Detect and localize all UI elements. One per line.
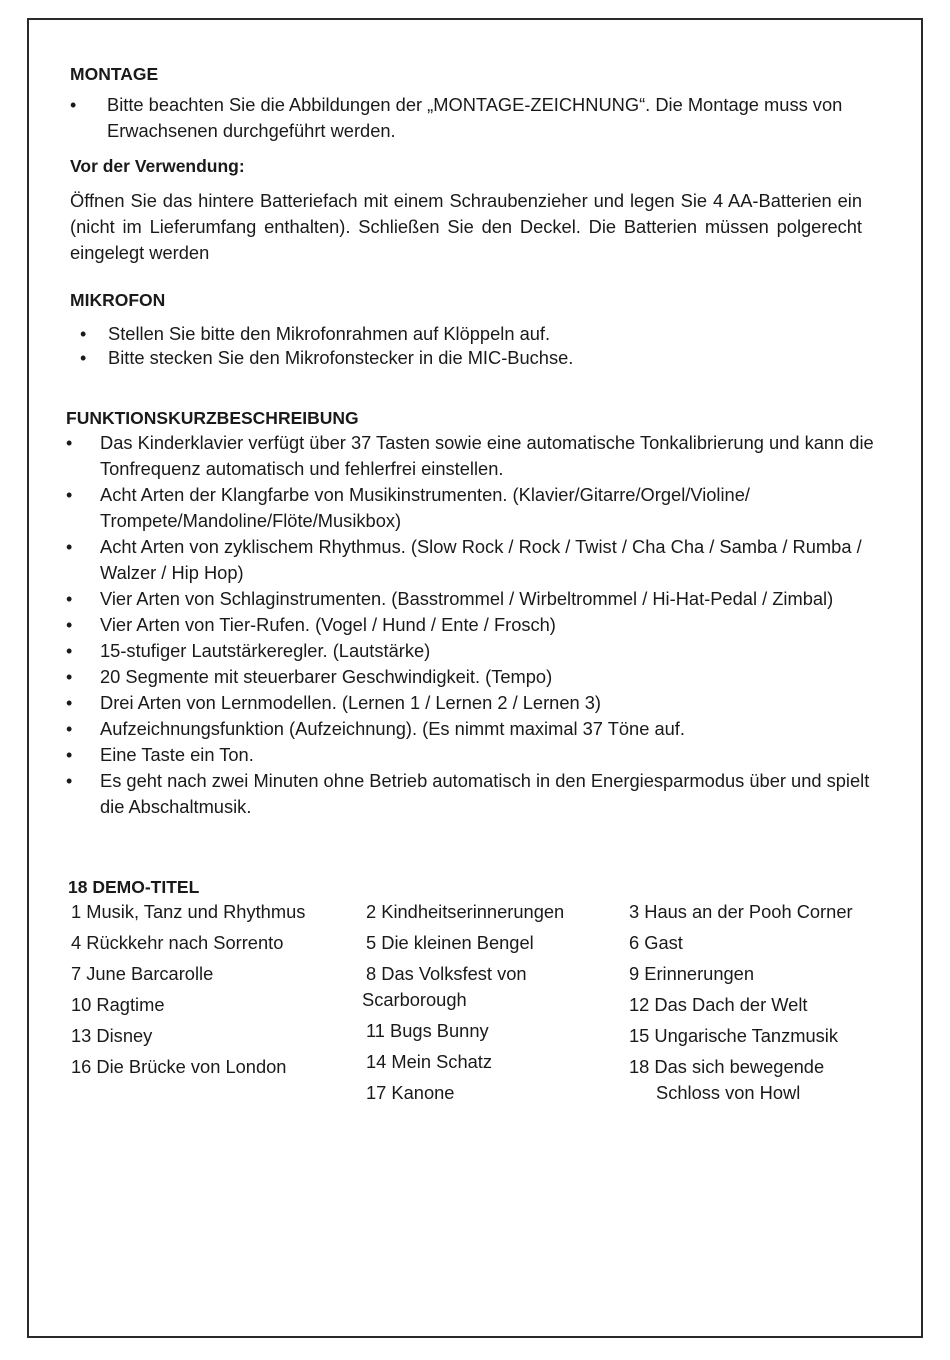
demo-title: 3 Haus an der Pooh Corner bbox=[629, 901, 853, 922]
before-use-text: Öffnen Sie das hintere Batteriefach mit einem Schraubenzieher und legen Sie 4 AA-Batterien ein (nicht im Lieferumfang enthalten). Schließen Sie den Deckel. Die Batterien müssen polgerecht eingelegt werden bbox=[70, 190, 862, 263]
demo-title: 17 Kanone bbox=[366, 1082, 455, 1103]
list-item bbox=[66, 638, 876, 664]
list-item-text: Stellen Sie bitte den Mikrofonrahmen auf Klöppeln auf. bbox=[108, 323, 551, 344]
list-item-text: Bitte stecken Sie den Mikrofonstecker in die MIC-Buchse. bbox=[108, 347, 574, 368]
bullet-icon: • bbox=[66, 485, 73, 505]
demo-title: 11 Bugs Bunny bbox=[366, 1020, 489, 1041]
demo-title: 1 Musik, Tanz und Rhythmus bbox=[71, 901, 306, 922]
microphone-heading: MIKROFON bbox=[70, 290, 166, 310]
list-item-text: 15-stufiger Lautstärkeregler. (Lautstärke) bbox=[100, 640, 431, 661]
list-item-text: Acht Arten der Klangfarbe von Musikinstrumenten. (Klavier/Gitarre/Orgel/Violine/ Trompete/Mandoline/Flöte/Musikbox) bbox=[100, 484, 750, 531]
functions-heading: FUNKTIONSKURZBESCHREIBUNG bbox=[66, 408, 359, 428]
list-item bbox=[66, 534, 876, 586]
list-item bbox=[80, 346, 860, 370]
demo-title: 15 Ungarische Tanzmusik bbox=[629, 1025, 838, 1046]
list-item bbox=[80, 322, 860, 346]
bullet-icon: • bbox=[66, 771, 73, 791]
microphone-list bbox=[80, 322, 860, 370]
bullet-icon: • bbox=[66, 433, 73, 453]
list-item bbox=[66, 664, 876, 690]
bullet-icon: • bbox=[66, 719, 73, 739]
demo-title: 2 Kindheitserinnerungen bbox=[366, 901, 565, 922]
bullet-icon: • bbox=[66, 641, 73, 661]
list-item-text: Bitte beachten Sie die Abbildungen der „MONTAGE-ZEICHNUNG“. Die Montage muss von Erwachsenen durchgeführt werden. bbox=[107, 94, 843, 141]
list-item bbox=[70, 92, 880, 144]
list-item-text: Drei Arten von Lernmodellen. (Lernen 1 / Lernen 2 / Lernen 3) bbox=[100, 692, 602, 713]
demo-title: 12 Das Dach der Welt bbox=[629, 994, 808, 1015]
demo-title-continuation: Schloss von Howl bbox=[656, 1082, 801, 1103]
list-item-text: Es geht nach zwei Minuten ohne Betrieb automatisch in den Energiesparmodus über und spielt die Abschaltmusik. bbox=[100, 770, 870, 817]
demo-heading: 18 DEMO-TITEL bbox=[68, 877, 200, 897]
bullet-icon: • bbox=[66, 589, 73, 609]
list-item-text: 20 Segmente mit steuerbarer Geschwindigkeit. (Tempo) bbox=[100, 666, 553, 687]
list-item-text: Das Kinderklavier verfügt über 37 Tasten sowie eine automatische Tonkalibrierung und kann die Tonfrequenz automatisch und fehlerfrei einstellen. bbox=[100, 432, 874, 479]
demo-title: 5 Die kleinen Bengel bbox=[366, 932, 534, 953]
demo-title: 7 June Barcarolle bbox=[71, 963, 214, 984]
list-item bbox=[66, 430, 876, 482]
list-item-text: Acht Arten von zyklischem Rhythmus. (Slow Rock / Rock / Twist / Cha Cha / Samba / Rumba / Walzer / Hip Hop) bbox=[100, 536, 862, 583]
montage-list bbox=[70, 92, 880, 144]
bullet-icon: • bbox=[66, 745, 73, 765]
demo-title: 8 Das Volksfest von bbox=[366, 963, 527, 984]
list-item bbox=[66, 612, 876, 638]
list-item-text: Aufzeichnungsfunktion (Aufzeichnung). (Es nimmt maximal 37 Töne auf. bbox=[100, 718, 685, 739]
demo-title: 13 Disney bbox=[71, 1025, 153, 1046]
demo-title: 18 Das sich bewegende bbox=[629, 1056, 825, 1077]
list-item bbox=[66, 742, 876, 768]
demo-title: 6 Gast bbox=[629, 932, 683, 953]
bullet-icon: • bbox=[66, 667, 73, 687]
demo-title-continuation: Scarborough bbox=[362, 989, 467, 1010]
before-use-heading: Vor der Verwendung: bbox=[70, 156, 245, 176]
bullet-icon: • bbox=[80, 348, 87, 368]
list-item-text: Vier Arten von Tier-Rufen. (Vogel / Hund / Ente / Frosch) bbox=[100, 614, 556, 635]
list-item bbox=[66, 482, 876, 534]
demo-title: 14 Mein Schatz bbox=[366, 1051, 493, 1072]
bullet-icon: • bbox=[66, 693, 73, 713]
bullet-icon: • bbox=[66, 615, 73, 635]
bullet-icon: • bbox=[66, 537, 73, 557]
list-item bbox=[66, 690, 876, 716]
montage-heading: MONTAGE bbox=[70, 64, 159, 84]
demo-title: 4 Rückkehr nach Sorrento bbox=[71, 932, 284, 953]
bullet-icon: • bbox=[80, 324, 87, 344]
functions-list bbox=[66, 430, 876, 820]
demo-title: 9 Erinnerungen bbox=[629, 963, 755, 984]
list-item bbox=[66, 716, 876, 742]
demo-title: 16 Die Brücke von London bbox=[71, 1056, 287, 1077]
list-item bbox=[66, 586, 876, 612]
list-item bbox=[66, 768, 876, 820]
list-item-text: Vier Arten von Schlaginstrumenten. (Basstrommel / Wirbeltrommel / Hi-Hat-Pedal / Zimbal) bbox=[100, 588, 834, 609]
bullet-icon: • bbox=[70, 95, 77, 115]
list-item-text: Eine Taste ein Ton. bbox=[100, 744, 254, 765]
demo-title: 10 Ragtime bbox=[71, 994, 165, 1015]
